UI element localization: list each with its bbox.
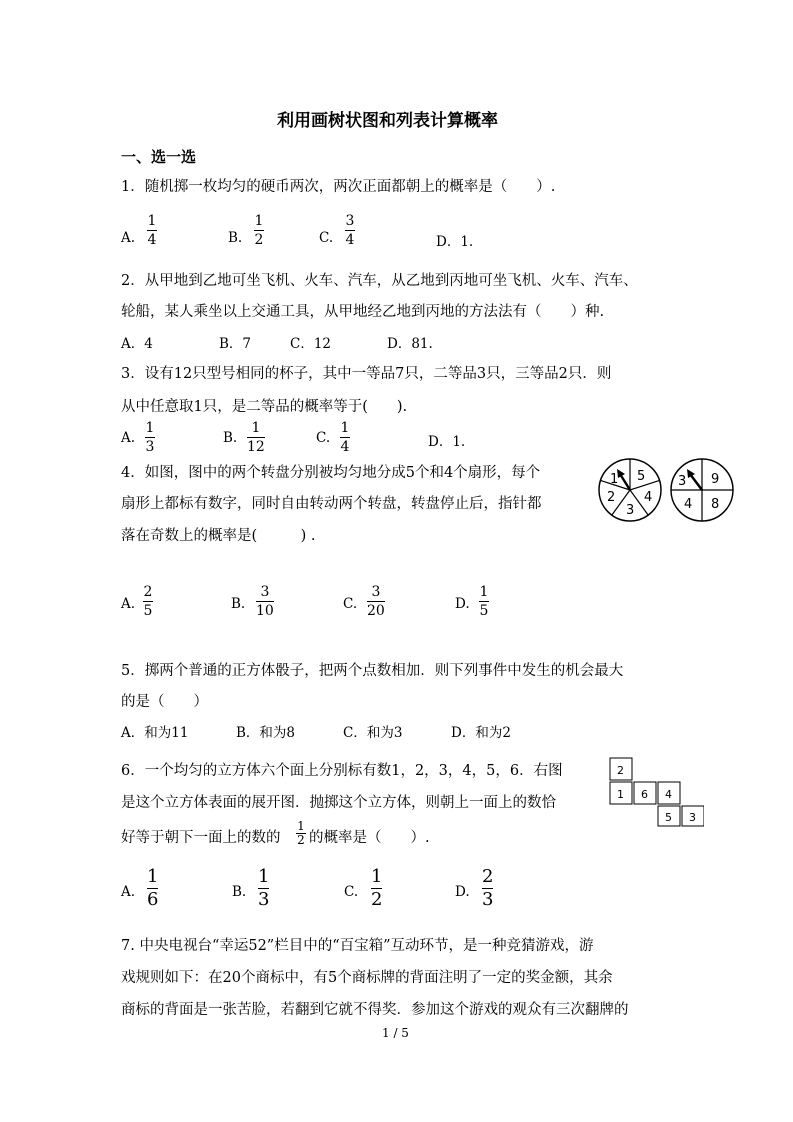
question-7-line-3: 商标的背面是一张苦脸，若翻到它就不得奖．参加这个游戏的观众有三次翻牌的 xyxy=(121,1002,629,1018)
net-face-number: 2 xyxy=(617,764,624,777)
q6-option-d-fraction: 2 3 xyxy=(482,866,494,910)
q4-option-b-fraction: 3 10 xyxy=(256,584,274,619)
page-number: 1 / 5 xyxy=(382,1026,409,1040)
question-1-text: 1．随机掷一枚均匀的硬币两次，两次正面都朝上的概率是（ ）. xyxy=(121,179,556,195)
q3-option-b-label: B. xyxy=(223,430,238,446)
q2-option-a: A．4 xyxy=(121,336,153,352)
q4-option-b-label: B. xyxy=(231,596,246,612)
question-2-line-1: 2．从甲地到乙地可坐飞机、火车、汽车，从乙地到丙地可坐飞机、火车、汽车、 xyxy=(121,273,638,289)
q6-option-c-fraction: 1 2 xyxy=(371,866,383,910)
question-6-line-1: 6．一个均匀的立方体六个面上分别标有数1，2，3，4，5，6．右图 xyxy=(121,763,563,779)
question-3-line-1: 3．设有12只型号相同的杯子，其中一等品7只，二等品3只，三等品2只．则 xyxy=(121,366,612,382)
spinner1-number: 1 xyxy=(610,472,619,487)
question-6-line-2: 是这个立方体表面的展开图．抛掷这个立方体，则朝上一面上的数恰 xyxy=(121,795,556,811)
q4-option-a-fraction: 2 5 xyxy=(143,584,153,619)
net-face-number: 1 xyxy=(617,788,624,801)
spinner2-number: 3 xyxy=(678,474,687,489)
q5-option-b: B．和为8 xyxy=(236,725,296,741)
spinner-four-sectors xyxy=(671,459,733,521)
spinner1-number: 3 xyxy=(626,503,635,518)
q3-option-d: D．1. xyxy=(428,434,466,450)
section-heading: 一、选一选 xyxy=(121,148,197,166)
page-title: 利用画树状图和列表计算概率 xyxy=(277,111,498,131)
q3-option-b-fraction: 1 12 xyxy=(247,420,265,455)
spinner2-number: 4 xyxy=(684,497,693,512)
q5-option-a: A．和为11 xyxy=(121,725,189,741)
q4-option-d-fraction: 1 5 xyxy=(479,584,489,619)
q6-option-c-label: C. xyxy=(344,884,359,900)
net-face-number: 4 xyxy=(665,788,672,801)
q6-inline-fraction: 1 2 xyxy=(297,819,305,847)
spinner2-number: 8 xyxy=(711,497,720,512)
q4-option-c-fraction: 3 20 xyxy=(367,584,385,619)
q3-option-c-label: C. xyxy=(316,430,331,446)
question-5-line-1: 5．掷两个普通的正方体骰子，把两个点数相加．则下列事件中发生的机会最大 xyxy=(121,663,624,679)
net-face-number: 5 xyxy=(665,811,672,824)
question-4-line-1: 4．如图，图中的两个转盘分别被均匀地分成5个和4个扇形，每个 xyxy=(121,465,541,481)
question-5-line-2: 的是（ ） xyxy=(121,694,208,710)
spinner1-number: 4 xyxy=(644,490,653,505)
q4-option-d-label: D. xyxy=(455,596,470,612)
q1-option-c-label: C. xyxy=(319,230,334,246)
question-4-line-2: 扇形上都标有数字，同时自由转动两个转盘，转盘停止后，指针都 xyxy=(121,496,542,512)
q6-option-b-fraction: 1 3 xyxy=(258,866,270,910)
q1-option-b-fraction: 1 2 xyxy=(254,213,264,248)
net-face-number: 6 xyxy=(641,788,648,801)
question-3-line-2: 从中任意取1只，是二等品的概率等于( ). xyxy=(121,399,408,415)
q2-option-b: B．7 xyxy=(219,336,252,352)
q2-option-c: C．12 xyxy=(290,336,332,352)
q6-option-a-label: A. xyxy=(121,884,136,900)
q6-option-a-fraction: 1 6 xyxy=(147,866,159,910)
q3-option-a-label: A. xyxy=(121,430,136,446)
spinner-five-sectors xyxy=(599,459,661,521)
q5-option-d: D．和为2 xyxy=(451,725,511,741)
question-4-line-3: 落在奇数上的概率是( ) . xyxy=(121,528,316,544)
question-7-line-1: 7. 中央电视台“幸运52”栏目中的“百宝箱”互动环节，是一种竞猜游戏，游 xyxy=(121,938,594,954)
q1-option-c-fraction: 3 4 xyxy=(345,213,355,248)
q5-option-c: C．和为3 xyxy=(343,725,403,741)
q3-option-c-fraction: 1 4 xyxy=(340,420,350,455)
q3-option-a-fraction: 1 3 xyxy=(145,420,155,455)
spinner-diagram xyxy=(598,457,743,527)
q1-option-a-label: A. xyxy=(121,230,136,246)
cube-net-diagram xyxy=(608,756,704,828)
question-7-line-2: 戏规则如下：在20个商标中，有5个商标牌的背面注明了一定的奖金额，其余 xyxy=(121,970,613,986)
q4-option-c-label: C. xyxy=(343,596,358,612)
spinner2-number: 9 xyxy=(711,472,720,487)
net-face-number: 3 xyxy=(689,811,696,824)
spinner1-number: 2 xyxy=(607,490,616,505)
q2-option-d: D．81. xyxy=(387,336,433,352)
question-2-line-2: 轮船，某人乘坐以上交通工具，从甲地经乙地到丙地的方法法有（ ）种. xyxy=(121,304,605,320)
question-6-line-3a: 好等于朝下一面上的数的 xyxy=(121,830,281,846)
q1-option-b-label: B. xyxy=(228,230,243,246)
q6-option-b-label: B. xyxy=(232,884,247,900)
q6-option-d-label: D. xyxy=(455,884,470,900)
q4-option-a-label: A. xyxy=(121,596,136,612)
q1-option-d: D．1. xyxy=(436,234,474,250)
q1-option-a-fraction: 1 4 xyxy=(147,213,157,248)
spinner1-number: 5 xyxy=(637,469,646,484)
question-6-line-3b: 的概率是（ ）. xyxy=(309,830,430,846)
